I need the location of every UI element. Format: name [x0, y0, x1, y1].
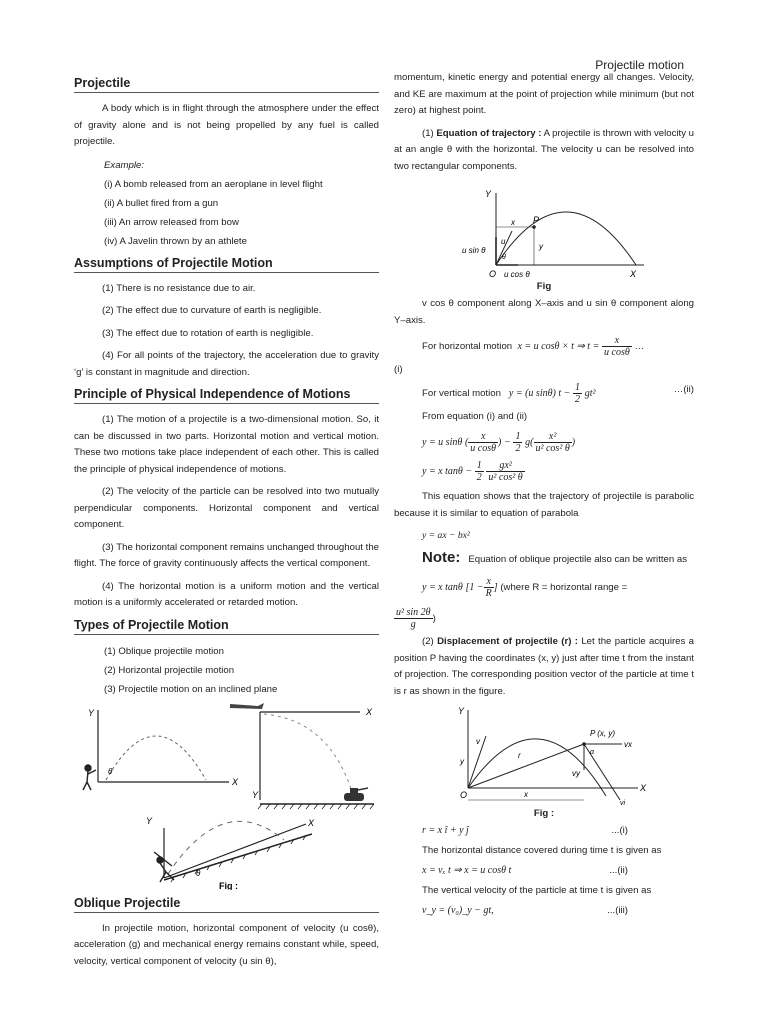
ellipsis: … [634, 341, 645, 353]
x-dim-label: x [511, 218, 515, 227]
numerator: x² [534, 431, 572, 443]
assumption-item: (2) The effect due to curvature of earth is negligible. [102, 305, 322, 316]
example-item: (ii) A bullet fired from a gun [104, 197, 219, 209]
athlete-icon [83, 765, 96, 790]
fraction [475, 460, 484, 483]
fraction [534, 431, 572, 454]
equation-tag: ...(i) [611, 825, 628, 836]
fraction [484, 576, 494, 599]
vertical-label: For vertical motion [422, 388, 501, 400]
minus: − [504, 437, 511, 449]
equation-tag: (i) [394, 364, 403, 375]
numerator: x [484, 576, 494, 588]
principle-paragraph: (3) The horizontal component remains unchanged throughout the flight. The force of gravity continuously affects the vertical component. [74, 541, 379, 569]
x-dim-label: x [524, 790, 528, 799]
y-axis-label: Y [458, 706, 465, 716]
vertical-eq-tail: gt² [584, 388, 596, 400]
note-block [394, 550, 694, 568]
displacement-paragraph [394, 634, 694, 700]
equation-tag: …(ii) [673, 384, 694, 395]
x-axis-label: X [366, 706, 373, 717]
trajectory-figure [394, 181, 694, 279]
point-p-label: P [533, 215, 540, 225]
continued-paragraph: momentum, kinetic energy and potential energy all changes. Velocity, and KE are maximum at the point of projection while minimum (but not zero) at highest point. [394, 72, 694, 116]
point-p-label: P (x, y) [590, 729, 616, 738]
numerator: 1 [575, 382, 581, 393]
x-axis-label: X [630, 269, 637, 279]
principle-paragraph: (2) The velocity of the particle can be resolved into two mutually perpendicular components. Horizontal component and vertical component. [74, 486, 379, 530]
trajectory-heading: Equation of trajectory : [436, 127, 542, 139]
y-dim-label: y [460, 757, 464, 766]
vvel-text: The vertical velocity of the particle at time t is given as [422, 885, 652, 896]
section-heading-assumptions: Assumptions of Projectile Motion [74, 256, 379, 273]
trajectory-curve [468, 739, 606, 796]
parabola-equation: y = ax − bx² [422, 530, 470, 541]
u-label: u [501, 237, 506, 246]
eq-part: y = x tanθ − [422, 466, 473, 478]
oblique-trajectory [106, 736, 206, 780]
denominator: u cosθ [604, 347, 630, 358]
principle-paragraph: (1) The motion of a projectile is a two-dimensional motion. So, it can be discussed in two parts. Horizontal motion and vertical motion. These two motions take place independent of each other. This is called the principle of physical independence of motions. [74, 414, 379, 475]
numerator: x [468, 431, 498, 443]
projectile-definition: A body which is in flight through the atmosphere under the effect of gravity alone and is not being propelled by any fuel is called projectile. [74, 103, 379, 147]
origin-label: O [460, 790, 468, 800]
eq-part: v_y = (v₀)_y − gt, [422, 905, 494, 916]
type-item: (3) Projectile motion on an inclined plane [104, 683, 278, 695]
denominator: u² cos² θ [488, 472, 523, 483]
example-item: (iii) An arrow released from bow [104, 216, 239, 228]
horizontal-distance-equation [394, 863, 694, 879]
trajectory-text: A projectile is thrown with velocity u at an angle θ with the horizontal. The velocity u can be resolved into two rectangular components. [394, 127, 694, 172]
numerator: u² sin 2θ [396, 607, 431, 618]
note-equation: y = x tanθ [1 − $\frac{x}{R}$ ] (where R = horizontal range = [422, 576, 628, 599]
trajectory-equation [394, 460, 694, 483]
vy-label: vy [572, 769, 580, 778]
alpha-label: α [590, 749, 594, 756]
denominator: 2 [476, 472, 482, 483]
assumption-item: (1) There is no resistance due to air. [102, 282, 256, 294]
vertical-velocity-equation [394, 903, 694, 919]
equation-tag: ...(ii) [609, 865, 628, 876]
v-label: v [476, 737, 480, 746]
numerator: x [602, 335, 632, 347]
y-dim-label: y [539, 242, 543, 251]
eq-part: r = x î + y ĵ [422, 825, 469, 836]
left-column [74, 70, 379, 976]
where-text: (where R = horizontal range = [500, 582, 628, 594]
example-item: (iv) A Javelin thrown by an athlete [104, 235, 247, 247]
type-item: (1) Oblique projectile motion [104, 645, 224, 657]
figure-caption: Fig : [219, 880, 238, 890]
type-item: (2) Horizontal projectile motion [104, 664, 235, 676]
x-axis-label: X [640, 783, 647, 793]
x-axis-label: X [308, 817, 315, 828]
example-label: Example: [104, 159, 144, 171]
components-paragraph: v cos θ component along X–axis and u sin θ component along Y–axis. [394, 298, 694, 326]
x-axis-label: X [232, 776, 239, 787]
position-vector-equation [394, 823, 694, 839]
theta-label: θ [196, 868, 201, 878]
denominator: g [410, 619, 416, 630]
horizontal-trajectory [264, 714, 352, 792]
projectile-types-figure [74, 700, 379, 890]
horizontal-label: For horizontal motion [422, 341, 513, 353]
y-axis-label: Y [146, 815, 153, 826]
assumption-item: (3) The effect due to rotation of earth is negligible. [102, 327, 314, 339]
oblique-paragraph: In projectile motion, horizontal component of velocity (u cosθ), acceleration (g) and mechanical energy remains constant while, speed, velocity, vertical component of velocity (u sin θ), [74, 922, 379, 967]
theta-label: θ [108, 766, 113, 776]
r-label: r [518, 751, 521, 760]
range-formula: $\frac{\text{u² sin 2θ}}{g}$ ) [396, 607, 436, 630]
displacement-text: Let the particle acquires a position P having the coordinates (x, y) just after time t from the instant of projection. The corresponding position vector of the particle at time t is r as shown in the figure. [394, 636, 694, 697]
denominator: u cosθ [470, 443, 497, 454]
item-number: (2) [422, 636, 434, 647]
parabola-paragraph: This equation shows that the trajectory of projectile is parabolic because it is similar to equation of parabola [394, 491, 694, 519]
eq-part: y = x tanθ [422, 582, 463, 594]
example-item: (i) A bomb released from an aeroplane in level flight [104, 178, 323, 190]
y-axis-label: Y [485, 189, 492, 199]
denominator: 2 [575, 394, 581, 405]
aeroplane-icon [230, 703, 264, 709]
trajectory-paragraph [394, 126, 694, 176]
running-header: Projectile motion [595, 58, 684, 72]
incline-axis-line [164, 824, 306, 878]
trajectory-curve [496, 212, 636, 265]
displacement-figure [394, 706, 694, 806]
from-equation-text: From equation (i) and (ii) [422, 411, 528, 422]
eq-part: g [525, 437, 531, 449]
ucos-label: u cos θ [504, 270, 530, 279]
figure-caption: Fig [536, 281, 552, 292]
figure-caption: Fig : [533, 808, 555, 819]
assumption-item: (4) For all points of the trajectory, the acceleration due to gravity ‘g’ is constant in magnitude and direction. [74, 350, 379, 378]
fraction [394, 607, 433, 630]
eq-part: x = vₓ t ⇒ x = u cosθ t [422, 865, 512, 876]
numerator: 1 [515, 431, 521, 442]
usin-label: u sin θ [462, 246, 486, 255]
vertical-eq: y = (u sinθ) t − [508, 388, 571, 400]
vx-label: vx [624, 740, 632, 749]
origin-label: O [489, 269, 497, 279]
vi-label: vi [620, 800, 626, 806]
right-column [394, 70, 694, 923]
section-heading-principle: Principle of Physical Independence of Motions [74, 387, 379, 404]
equation-tag: ...(iii) [607, 905, 628, 916]
fraction [468, 431, 498, 454]
inclined-plane-line [164, 834, 312, 880]
fraction [573, 382, 582, 405]
item-number: (1) [422, 127, 434, 139]
section-heading-oblique: Oblique Projectile [74, 896, 379, 913]
hdist-text: The horizontal distance covered during time t is given as [422, 845, 662, 856]
displacement-heading: Displacement of projectile (r) : [437, 636, 578, 647]
theta-label: θ [502, 254, 506, 261]
fraction [602, 335, 632, 358]
section-heading-projectile: Projectile [74, 76, 379, 93]
y-axis-label: Y [252, 789, 259, 800]
denominator: 2 [515, 443, 521, 454]
section-heading-types: Types of Projectile Motion [74, 618, 379, 635]
fraction [513, 431, 522, 454]
eq-part: y = u sinθ [422, 437, 463, 449]
denominator: u² cos² θ [535, 443, 570, 454]
horizontal-motion-equation [394, 335, 694, 358]
y-axis-label: Y [88, 707, 95, 718]
note-label: Note: [422, 549, 461, 566]
principle-paragraph: (4) The horizontal motion is a uniform motion and the vertical motion is a uniformly accelerated or retarded motion. [74, 580, 379, 608]
fraction [486, 460, 524, 483]
horizontal-eq: x = u cosθ × t ⇒ t = [517, 341, 600, 353]
vertical-motion-equation [394, 382, 694, 405]
numerator: 1 [476, 460, 482, 471]
combined-equation: y = u sinθ ( $\frac{x}{\text{u cosθ}}$ ) − $\frac{1}{2}$ g( $\frac{\text{x²}}{\text{u² cos² θ}}$ ) [422, 431, 576, 454]
numerator: gx² [486, 460, 524, 472]
tank-icon [344, 788, 368, 801]
note-text: Equation of oblique projectile also can be written as [468, 554, 687, 565]
denominator: R [485, 588, 492, 599]
